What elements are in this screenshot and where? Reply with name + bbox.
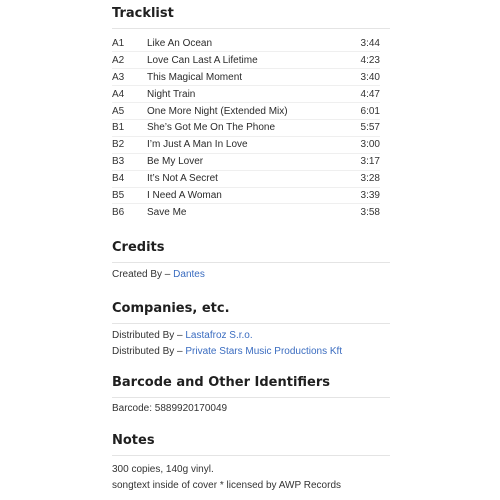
track-row xyxy=(112,103,380,120)
company-item xyxy=(112,344,390,360)
track-title: She’s Got Me On The Phone xyxy=(147,119,352,136)
track-duration: 4:47 xyxy=(352,86,380,103)
track-position: B1 xyxy=(112,119,147,136)
notes-line: songtext inside of cover * licensed by AWP Records xyxy=(112,480,342,491)
track-title: Night Train xyxy=(147,86,352,103)
track-duration: 3:28 xyxy=(352,170,380,187)
credits-heading: Credits xyxy=(112,240,390,263)
track-row xyxy=(112,204,380,221)
track-title: Save Me xyxy=(147,204,352,221)
track-position: A3 xyxy=(112,69,147,86)
track-position: A4 xyxy=(112,86,147,103)
tracklist-table xyxy=(112,35,380,221)
credits-list xyxy=(112,267,390,283)
track-duration: 3:44 xyxy=(360,37,380,49)
track-row xyxy=(112,35,380,52)
track-row xyxy=(112,136,380,153)
credit-artist-link[interactable]: Dantes xyxy=(173,269,205,280)
tracklist-heading: Tracklist xyxy=(112,6,390,29)
track-duration: 3:17 xyxy=(352,153,380,170)
track-row xyxy=(112,86,380,103)
credit-item xyxy=(112,267,390,283)
track-duration: 6:01 xyxy=(352,103,380,120)
company-link[interactable]: Lastafroz S.r.o. xyxy=(185,330,253,341)
company-role: Distributed By – xyxy=(112,330,186,341)
track-title: Love Can Last A Lifetime xyxy=(147,52,352,69)
track-duration: 3:39 xyxy=(352,187,380,204)
track-row xyxy=(112,119,380,136)
track-position: B6 xyxy=(112,204,147,221)
barcode-text: Barcode: 5889920170049 xyxy=(112,403,228,414)
notes-body xyxy=(112,462,390,494)
notes-heading: Notes xyxy=(112,433,390,456)
track-title: I Need A Woman xyxy=(147,187,352,204)
track-duration: 3:40 xyxy=(352,69,380,86)
track-position: A2 xyxy=(112,52,147,69)
track-title: I’m Just A Man In Love xyxy=(147,136,352,153)
track-position: A5 xyxy=(112,103,147,120)
track-title: Like An Ocean xyxy=(147,37,213,49)
companies-heading: Companies, etc. xyxy=(112,301,390,324)
track-title: It’s Not A Secret xyxy=(147,170,352,187)
track-position: B3 xyxy=(112,153,147,170)
company-link[interactable]: Private Stars Music Productions Kft xyxy=(185,346,343,357)
track-duration: 4:23 xyxy=(352,52,380,69)
company-item xyxy=(112,328,390,344)
track-duration: 3:58 xyxy=(352,204,380,221)
track-title: Be My Lover xyxy=(147,153,352,170)
barcode-heading: Barcode and Other Identifiers xyxy=(112,375,390,398)
notes-line: 300 copies, 140g vinyl. xyxy=(112,464,214,475)
track-duration: 5:57 xyxy=(352,119,380,136)
track-title: One More Night (Extended Mix) xyxy=(147,103,352,120)
track-row xyxy=(112,69,380,86)
track-position: B5 xyxy=(112,187,147,204)
track-position: B4 xyxy=(112,170,147,187)
companies-list xyxy=(112,328,390,360)
credit-role: Created By – xyxy=(112,269,174,280)
track-row xyxy=(112,153,380,170)
track-row xyxy=(112,187,380,204)
track-position: A1 xyxy=(112,37,125,49)
company-role: Distributed By – xyxy=(112,346,186,357)
track-row xyxy=(112,52,380,69)
track-position: B2 xyxy=(112,136,147,153)
track-duration: 3:00 xyxy=(352,136,380,153)
track-row xyxy=(112,170,380,187)
track-title: This Magical Moment xyxy=(147,69,352,86)
